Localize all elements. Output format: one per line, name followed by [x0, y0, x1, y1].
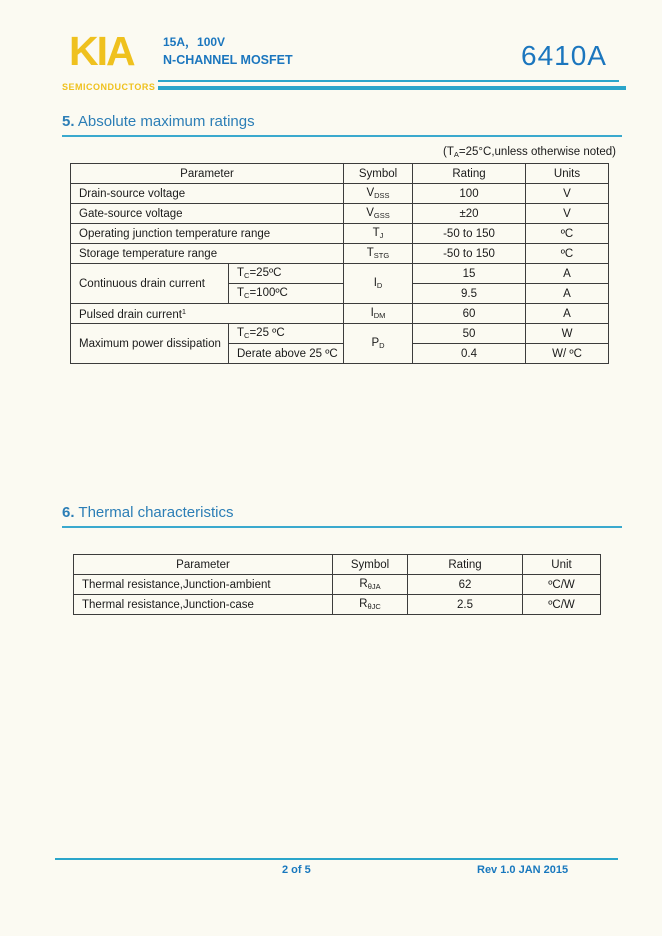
symbol-idm: [344, 304, 413, 324]
table-row: [74, 575, 601, 595]
param-pulsed-drain-current: [71, 304, 344, 324]
part-number: 6410A: [521, 40, 607, 71]
symbol-base: R: [359, 578, 368, 590]
device-spec-current-voltage: 15A，100V: [163, 35, 226, 49]
symbol-base: T: [372, 227, 380, 239]
units-idm: A: [526, 304, 609, 324]
symbol-subscript: θJC: [367, 602, 381, 611]
revision-info: Rev 1.0 JAN 2015: [477, 864, 569, 876]
page-number: 2 of 5: [282, 864, 311, 876]
device-spec-block: [163, 33, 293, 67]
symbol-base: R: [359, 598, 368, 610]
unit-rthja: ºC/W: [523, 575, 601, 595]
symbol-base: V: [366, 187, 375, 199]
section-number: 6.: [62, 504, 75, 521]
col-header-units: Units: [526, 164, 609, 184]
symbol-subscript: DM: [373, 311, 386, 320]
param-drain-source-voltage: Drain-source voltage: [71, 184, 344, 204]
param-thermal-resistance-junction-ambient: Thermal resistance,Junction-ambient: [74, 575, 333, 595]
note-post: =25°C,unless otherwise noted): [458, 146, 616, 158]
section-title-text: Absolute maximum ratings: [74, 113, 255, 130]
thermal-characteristics-table: [73, 554, 601, 615]
symbol-base: V: [366, 207, 374, 219]
section-title-text: Thermal characteristics: [74, 504, 234, 521]
rating-rthja: 62: [408, 575, 523, 595]
table-row: [71, 184, 609, 204]
condition-tc-25: [229, 264, 344, 284]
rating-vdss: 100: [413, 184, 526, 204]
symbol-base: I: [373, 277, 377, 289]
table-header-row: [74, 555, 601, 575]
section-number: 5.: [62, 113, 75, 130]
symbol-subscript: GSS: [373, 211, 390, 220]
param-thermal-resistance-junction-case: Thermal resistance,Junction-case: [74, 595, 333, 615]
condition-tc-100: [229, 284, 344, 304]
symbol-tj: [344, 224, 413, 244]
rating-rthjc: 2.5: [408, 595, 523, 615]
symbol-vdss: [344, 184, 413, 204]
units-id-100: A: [526, 284, 609, 304]
rating-idm: 60: [413, 304, 526, 324]
condition-base: T: [237, 287, 245, 299]
col-header-rating: Rating: [413, 164, 526, 184]
condition-value: =25 ºC: [249, 327, 285, 339]
condition-base: T: [237, 327, 245, 339]
symbol-tstg: [344, 244, 413, 264]
device-type-label: N-CHANNEL MOSFET: [163, 53, 293, 67]
symbol-subscript: J: [379, 231, 384, 240]
rating-tstg: -50 to 150: [413, 244, 526, 264]
units-pd-25: W: [526, 324, 609, 344]
param-operating-junction-temp: Operating junction temperature range: [71, 224, 344, 244]
symbol-base: I: [370, 307, 374, 319]
col-header-symbol: Symbol: [333, 555, 408, 575]
units-tj: ºC: [526, 224, 609, 244]
table-header-row: [71, 164, 609, 184]
symbol-base: P: [371, 337, 380, 349]
param-continuous-drain-current: Continuous drain current: [71, 264, 229, 304]
symbol-subscript: D: [379, 341, 385, 350]
units-vdss: V: [526, 184, 609, 204]
symbol-rthjc: [333, 595, 408, 615]
note-subscript: A: [453, 150, 459, 159]
rating-pd-25: 50: [413, 324, 526, 344]
symbol-subscript: θJA: [367, 582, 381, 591]
condition-subscript: C: [244, 271, 250, 280]
rating-vgss: ±20: [413, 204, 526, 224]
units-id-25: A: [526, 264, 609, 284]
condition-derate: Derate above 25 ºC: [229, 344, 344, 364]
rating-id-25: 15: [413, 264, 526, 284]
col-header-symbol: Symbol: [344, 164, 413, 184]
table-row: [71, 324, 609, 344]
condition-base: T: [237, 267, 245, 279]
condition-pd-tc25: [229, 324, 344, 344]
units-derate: W/ ºC: [526, 344, 609, 364]
condition-subscript: C: [244, 331, 250, 340]
units-tstg: ºC: [526, 244, 609, 264]
param-storage-temp: Storage temperature range: [71, 244, 344, 264]
footer-rule: [55, 858, 618, 860]
section-title-absolute-maximum-ratings: [62, 113, 622, 137]
absolute-maximum-ratings-table: [70, 163, 609, 364]
table-row: [71, 204, 609, 224]
header-rule-thick: [158, 86, 626, 90]
param-text: Pulsed drain current: [79, 308, 182, 321]
symbol-id: [344, 264, 413, 304]
section-title-thermal-characteristics: [62, 504, 622, 528]
kia-logo-subtext: SEMICONDUCTORS: [62, 82, 156, 92]
param-gate-source-voltage: Gate-source voltage: [71, 204, 344, 224]
unit-rthjc: ºC/W: [523, 595, 601, 615]
col-header-unit: Unit: [523, 555, 601, 575]
header-rule-thin: [158, 80, 619, 82]
table-row: [71, 224, 609, 244]
kia-logo: KIA: [69, 28, 134, 74]
rating-derate: 0.4: [413, 344, 526, 364]
condition-value: =25ºC: [249, 267, 282, 279]
rating-tj: -50 to 150: [413, 224, 526, 244]
note-pre: (T: [443, 146, 454, 158]
table-row: [74, 595, 601, 615]
symbol-vgss: [344, 204, 413, 224]
rating-id-100: 9.5: [413, 284, 526, 304]
col-header-rating: Rating: [408, 555, 523, 575]
table-row: [71, 264, 609, 284]
footnote-superscript: 1: [181, 306, 187, 316]
symbol-subscript: D: [376, 281, 383, 290]
symbol-subscript: STG: [373, 251, 390, 260]
table-row: [71, 304, 609, 324]
condition-value: =100ºC: [249, 287, 288, 299]
symbol-base: T: [366, 247, 374, 259]
symbol-pd: [344, 324, 413, 364]
col-header-parameter: Parameter: [74, 555, 333, 575]
units-vgss: V: [526, 204, 609, 224]
condition-subscript: C: [244, 291, 250, 300]
col-header-parameter: Parameter: [71, 164, 344, 184]
table-row: [71, 244, 609, 264]
param-max-power-dissipation: Maximum power dissipation: [71, 324, 229, 364]
symbol-subscript: DSS: [374, 191, 390, 200]
conditions-note: [443, 146, 616, 159]
symbol-rthja: [333, 575, 408, 595]
